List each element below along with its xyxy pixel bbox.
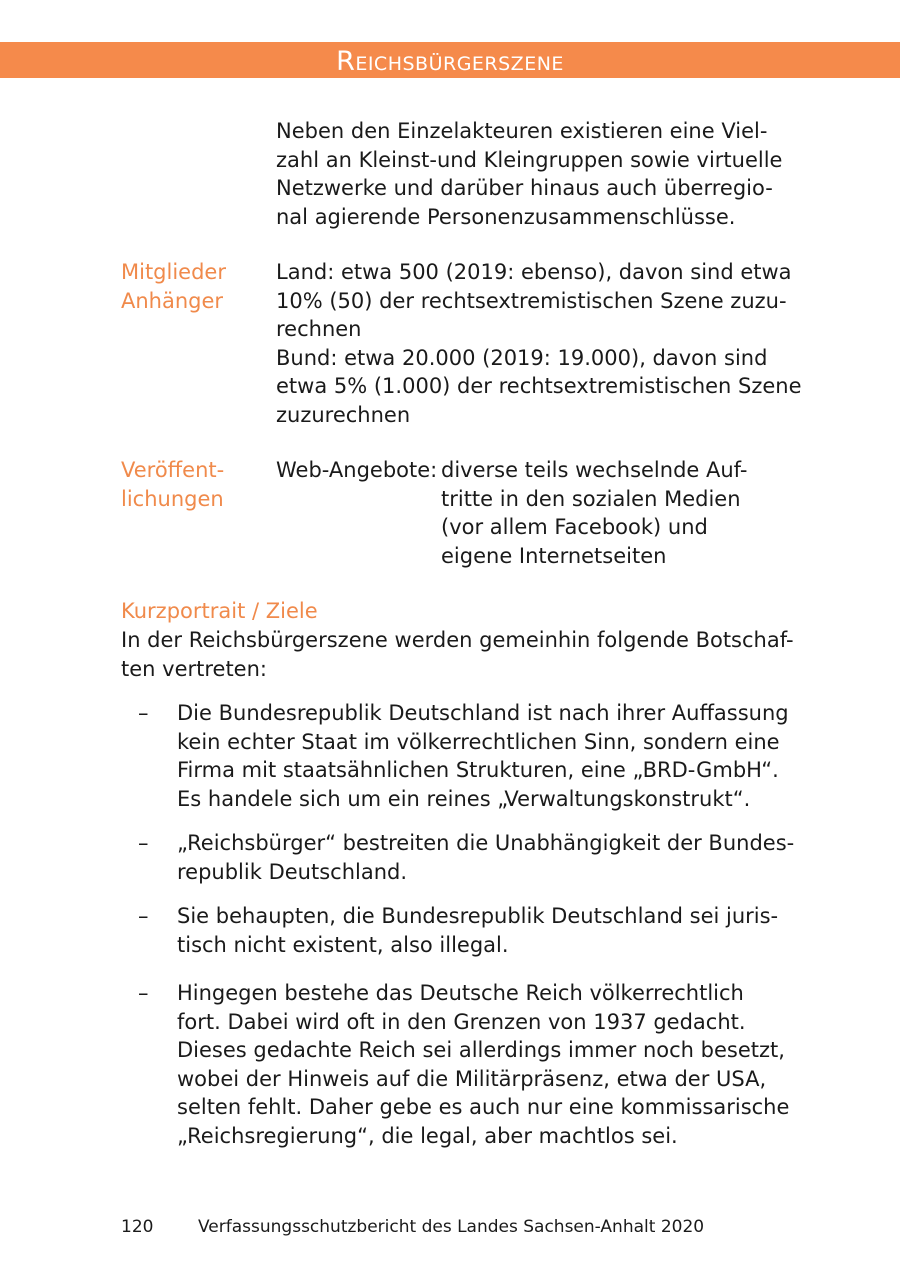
members-line: Land: etwa 500 (2019: ebenso), davon sind etwa [276, 260, 792, 284]
portrait-intro-line: ten vertreten: [121, 656, 267, 681]
members-line: rechnen [276, 317, 362, 341]
publications-label-line: Veröffent- [121, 458, 225, 482]
bullet-line: kein echter Staat im völkerrechtlichen Sinn, sondern eine [177, 729, 780, 754]
bullet-line: „Reichsbürger“ bestreiten die Unabhängigkeit der Bundes- [177, 831, 795, 855]
section-banner [0, 42, 900, 78]
publications-label-line: lichungen [121, 486, 224, 511]
members-label-line: Mitglieder [121, 260, 226, 284]
bullet-line: Hingegen bestehe das Deutsche Reich völkerrechtlich [177, 981, 744, 1005]
bullet-item [177, 699, 789, 813]
bullet-marker: – [138, 701, 149, 725]
bullet-line: tisch nicht existent, also illegal. [177, 932, 509, 957]
publications-line: diverse teils wechselnde Auf- [441, 458, 748, 482]
members-label [121, 258, 226, 315]
bullet-line: Dieses gedachte Reich sei allerdings immer noch besetzt, [177, 1038, 785, 1062]
bullet-line: Es handele sich um ein reines „Verwaltungskonstrukt“. [177, 786, 751, 811]
portrait-heading: Kurzportrait / Ziele [121, 599, 318, 623]
bullet-line: Firma mit staatsähnlichen Strukturen, eine „BRD-GmbH“. [177, 758, 779, 782]
bullet-item [177, 829, 794, 886]
members-label-line: Anhänger [121, 288, 224, 313]
publications-line: (vor allem Facebook) und [441, 515, 708, 539]
bullet-marker: – [138, 981, 149, 1005]
members-line: zuzurechnen [276, 402, 411, 427]
members-line: 10% (50) der rechtsextremistischen Szene zuzu- [276, 288, 787, 313]
portrait-intro [121, 626, 794, 683]
bullet-line: Sie behaupten, die Bundesrepublik Deutschland sei juris- [177, 904, 779, 928]
bullet-line: „Reichsregierung“, die legal, aber machtlos sei. [177, 1123, 678, 1148]
members-line: Bund: etwa 20.000 (2019: 19.000), davon sind [276, 345, 768, 370]
footer-publication-title: Verfassungsschutzbericht des Landes Sachsen-Anhalt 2020 [198, 1217, 705, 1237]
bullet-line: fort. Dabei wird oft in den Grenzen von 1937 gedacht. [177, 1009, 746, 1034]
publications-label [121, 456, 224, 513]
intro-paragraph [276, 117, 782, 231]
section-title: Reichsbürgerszene [336, 46, 564, 77]
publications-line: tritte in den sozialen Medien [441, 486, 741, 511]
publications-text [441, 456, 748, 570]
bullet-item [177, 979, 789, 1150]
publications-line: eigene Internetseiten [441, 543, 667, 568]
page-number: 120 [121, 1217, 154, 1237]
intro-line: Neben den Einzelakteuren existieren eine Viel- [276, 119, 768, 143]
members-line: etwa 5% (1.000) der rechtsextremistischen Szene [276, 374, 802, 398]
bullet-marker: – [138, 904, 149, 928]
intro-line: nal agierende Personenzusammenschlüsse. [276, 204, 736, 229]
bullet-line: wobei der Hinweis auf die Militärpräsenz, etwa der USA, [177, 1066, 767, 1091]
web-offers-key: Web-Angebote: [276, 458, 438, 482]
intro-line: Netzwerke und darüber hinaus auch überregio- [276, 176, 773, 200]
intro-line: zahl an Kleinst-und Kleingruppen sowie virtuelle [276, 147, 783, 172]
bullet-item [177, 902, 778, 959]
bullet-line: republik Deutschland. [177, 859, 408, 884]
portrait-intro-line: In der Reichsbürgerszene werden gemeinhin folgende Botschaf- [121, 628, 794, 652]
bullet-line: Die Bundesrepublik Deutschland ist nach ihrer Auffassung [177, 701, 789, 725]
bullet-line: selten fehlt. Daher gebe es auch nur eine kommissarische [177, 1095, 790, 1119]
members-text [276, 258, 802, 429]
bullet-marker: – [138, 831, 149, 855]
